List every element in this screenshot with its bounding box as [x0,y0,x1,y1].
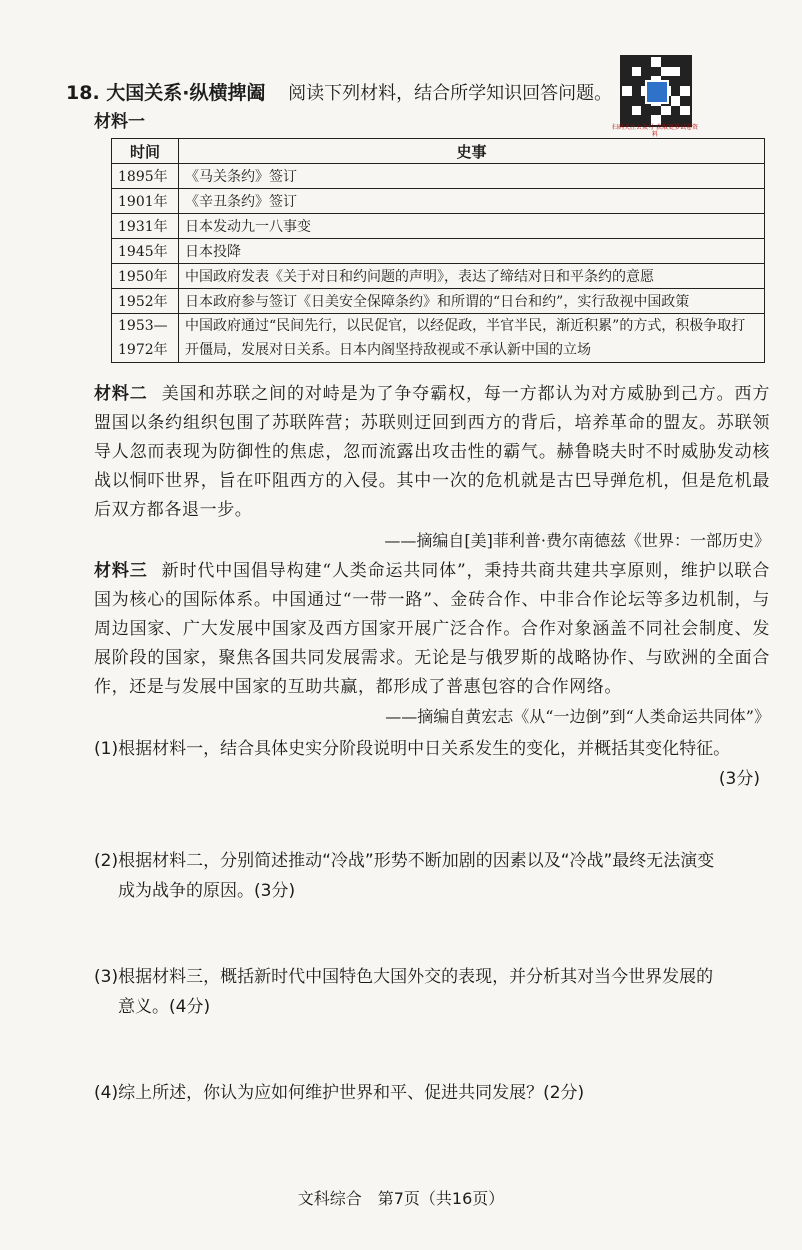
table-cell-year: 1953—1972年 [112,314,179,363]
question-1-score: (3分) [718,769,760,789]
question-4 [94,1078,774,1108]
question-intro: 阅读下列材料，结合所学知识回答问题。 [288,83,613,104]
table-cell-event: 日本政府参与签订《日美安全保障条约》和所谓的“日台和约”，实行敌视中国政策 [179,289,765,314]
question-1-text: (1)根据材料一，结合具体史实分阶段说明中日关系发生的变化，并概括其变化特征。 [94,739,731,759]
table-header-event: 史事 [179,139,765,164]
question-3-line1: (3)根据材料三，概括新时代中国特色大国外交的表现，并分析其对当今世界发展的 [94,967,714,987]
page-footer: 文科综合 第7页（共16页） [297,1189,505,1208]
table-cell-year: 1931年 [112,214,179,239]
question-1 [94,734,774,764]
table-row [112,239,765,264]
material2-label: 材料二 [94,384,148,404]
material1-label: 材料一 [94,112,145,132]
table-header-time: 时间 [112,139,179,164]
question-3 [94,962,774,1022]
material2-text: 美国和苏联之间的对峙是为了争夺霸权，每一方都认为对方威胁到己方。西方盟国以条约组织包围了苏联阵营；苏联则迂回到西方的背后，培养革命的盟友。苏联领导人忽而表现为防御性的焦虑，忽而流露出攻击性的霸气。赫鲁晓夫时不时威胁发动核战以恫吓世界，旨在吓阻西方的入侵。其中一次的危机就是古巴导弹危机，但是危机最后双方都各退一步。 [94,384,770,520]
question-2-line1: (2)根据材料二，分别简述推动“冷战”形势不断加剧的因素以及“冷战”最终无法演变 [94,851,715,871]
table-row [112,189,765,214]
table-cell-event: 《辛丑条约》签订 [179,189,765,214]
table-row [112,214,765,239]
table-cell-year: 1945年 [112,239,179,264]
question-4-text: (4)综上所述，你认为应如何维护世界和平、促进共同发展？(2分) [94,1083,585,1103]
table-cell-year: 1952年 [112,289,179,314]
table-cell-event: 中国政府通过“民间先行，以民促官，以经促政，半官半民，渐近积累”的方式，积极争取打开僵局，发展对日关系。日本内阁坚持敌视或不承认新中国的立场 [179,314,765,363]
material2-paragraph [94,380,770,525]
table-row [112,264,765,289]
table-row [112,289,765,314]
table-cell-event: 中国政府发表《关于对日和约问题的声明》，表达了缔结对日和平条约的意愿 [179,264,765,289]
table-cell-year: 1950年 [112,264,179,289]
qr-caption: 扫码关注公众号 获取更多试卷资料 [612,124,698,138]
table-cell-year: 1901年 [112,189,179,214]
material3-source: ——摘编自黄宏志《从“一边倒”到“人类命运共同体”》 [385,707,770,726]
question-2 [94,846,774,906]
material2-source: ——摘编自[美]菲利普·费尔南德兹《世界：一部历史》 [384,531,770,550]
material3-text: 新时代中国倡导构建“人类命运共同体”，秉持共商共建共享原则，维护以联合国为核心的国际体系。中国通过“一带一路”、金砖合作、中非合作论坛等多边机制，与周边国家、广大发展中国家及西方国家开展广泛合作。合作对象涵盖不同社会制度、发展阶段的国家，聚焦各国共同发展需求。无论是与俄罗斯的战略协作、与欧洲的全面合作，还是与发展中国家的互助共赢，都形成了普惠包容的合作网络。 [94,561,770,697]
question-3-line2: 意义。(4分) [118,997,211,1017]
table-row [112,164,765,189]
table-cell-event: 《马关条约》签订 [179,164,765,189]
qr-logo-icon [645,80,669,104]
table-cell-year: 1895年 [112,164,179,189]
question-header [66,78,612,105]
material3-paragraph [94,557,770,702]
question-number: 18. [66,82,100,104]
table-header-row [112,139,765,164]
question-title: 大国关系·纵横捭阖 [106,82,266,104]
table-row [112,314,765,363]
table-cell-event: 日本投降 [179,239,765,264]
table-cell-event: 日本发动九一八事变 [179,214,765,239]
question-2-line2: 成为战争的原因。(3分) [118,881,296,901]
material3-label: 材料三 [94,561,148,581]
events-table [111,138,765,363]
